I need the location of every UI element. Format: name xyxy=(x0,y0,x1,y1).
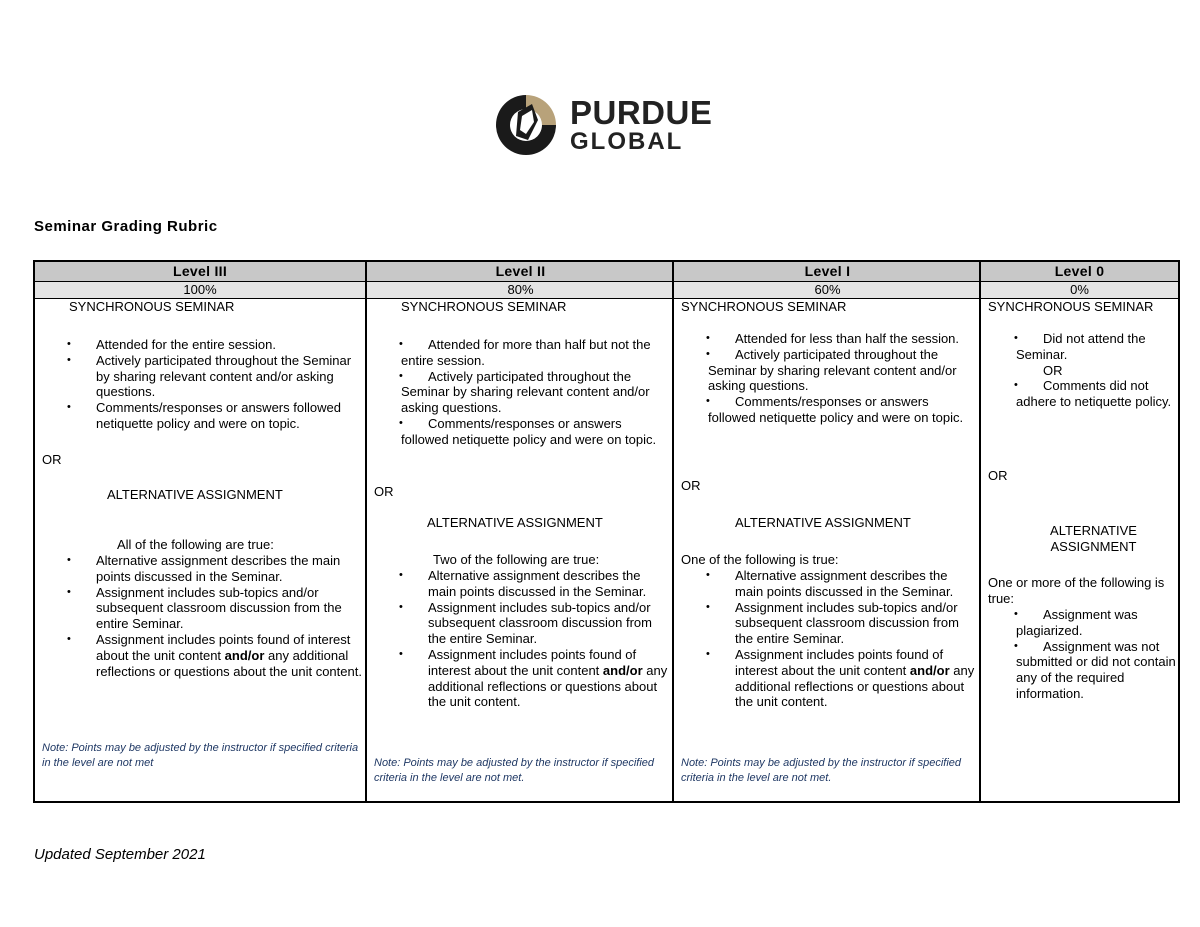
level-header: Level 0 xyxy=(981,262,1178,282)
level-percent: 80% xyxy=(367,282,674,299)
alt-heading: ALTERNATIVE ASSIGNMENT xyxy=(735,515,911,530)
alt-heading: ALTERNATIVE ASSIGNMENT xyxy=(1050,523,1137,554)
list-item: • Alternative assignment describes the main points discussed in the Seminar. xyxy=(428,568,668,600)
sync-criteria-list xyxy=(401,337,669,448)
level-percent: 0% xyxy=(981,282,1178,299)
alt-criteria-list xyxy=(96,553,362,679)
list-item: • Assignment was plagiarized. xyxy=(1016,607,1176,639)
rubric-table xyxy=(33,260,1180,803)
list-item: • Alternative assignment describes the main points discussed in the Seminar. xyxy=(735,568,975,600)
list-item: • Comments did not adhere to netiquette policy. xyxy=(1016,378,1176,410)
emphasis: and/or xyxy=(224,647,265,663)
sync-criteria-list xyxy=(708,331,976,426)
sync-criteria-list xyxy=(1016,331,1176,410)
level-header: Level I xyxy=(674,262,981,282)
alt-intro: One of the following is true: xyxy=(681,552,839,567)
alt-criteria-list xyxy=(428,568,668,710)
list-item: • Comments/responses or answers followed netiquette policy and were on topic. xyxy=(708,394,976,426)
sync-heading: SYNCHRONOUS SEMINAR xyxy=(69,299,235,314)
emphasis: and/or xyxy=(909,662,950,678)
instructor-note: Note: Points may be adjusted by the instructor if specified criteria in the level are not met. xyxy=(681,757,962,784)
or-label: OR xyxy=(988,468,1008,483)
list-item: • Assignment includes sub-topics and/or subsequent classroom discussion from the entire Seminar. xyxy=(428,600,668,647)
list-item: • Comments/responses or answers followed netiquette policy and were on topic. xyxy=(96,400,361,432)
alt-intro: Two of the following are true: xyxy=(433,552,600,567)
level-header: Level III xyxy=(35,262,365,282)
alt-heading: ALTERNATIVE ASSIGNMENT xyxy=(107,487,283,502)
alt-intro: All of the following are true: xyxy=(117,537,274,552)
sync-heading: SYNCHRONOUS SEMINAR xyxy=(681,299,847,314)
or-label: OR xyxy=(681,478,701,493)
or-label: OR xyxy=(42,452,62,467)
updated-date: Updated September 2021 xyxy=(34,846,206,863)
instructor-note: Note: Points may be adjusted by the instructor if specified criteria in the level are not met. xyxy=(374,757,655,784)
list-item: • Actively participated throughout the Seminar by sharing relevant content and/or asking questions. xyxy=(708,347,976,394)
page-title: Seminar Grading Rubric xyxy=(34,218,218,235)
purdue-global-logo xyxy=(492,90,732,160)
list-item: • Assignment includes points found of interest about the unit content and/or any additional reflections or questions about the unit content. xyxy=(96,632,362,679)
or-label: OR xyxy=(374,484,394,499)
column-level-3 xyxy=(35,262,365,801)
globe-logo-icon xyxy=(492,90,562,160)
list-item: • Actively participated throughout the Seminar by sharing relevant content and/or asking questions. xyxy=(401,369,669,416)
alt-criteria-list xyxy=(735,568,975,710)
level-percent: 100% xyxy=(35,282,365,299)
list-item: • Assignment was not submitted or did not contain any of the required information. xyxy=(1016,639,1176,702)
column-level-2 xyxy=(365,262,674,801)
column-level-0 xyxy=(979,262,1178,801)
level-header: Level II xyxy=(367,262,674,282)
alt-intro: One or more of the following is true: xyxy=(988,575,1165,606)
list-item: • Attended for more than half but not the entire session. xyxy=(401,337,669,369)
list-item: • Actively participated throughout the Seminar by sharing relevant content and/or asking questions. xyxy=(96,353,361,400)
level-percent: 60% xyxy=(674,282,981,299)
sync-heading: SYNCHRONOUS SEMINAR xyxy=(401,299,567,314)
emphasis: and/or xyxy=(602,662,643,678)
list-item: • Attended for the entire session. xyxy=(96,337,361,353)
list-item: • Did not attend the Seminar. xyxy=(1016,331,1176,363)
alt-criteria-list xyxy=(1016,607,1176,702)
list-item: • Alternative assignment describes the main points discussed in the Seminar. xyxy=(96,553,362,585)
sync-heading: SYNCHRONOUS SEMINAR xyxy=(988,299,1154,314)
sync-criteria-list xyxy=(96,337,361,432)
list-item: • Assignment includes points found of interest about the unit content and/or any additional reflections or questions about the unit content. xyxy=(428,647,668,710)
logo-text-global: GLOBAL xyxy=(570,128,684,155)
column-level-1 xyxy=(672,262,981,801)
list-item: • Attended for less than half the session. xyxy=(708,331,976,347)
instructor-note: Note: Points may be adjusted by the instructor if specified criteria in the level are not met xyxy=(42,742,359,769)
list-item: • Assignment includes sub-topics and/or subsequent classroom discussion from the entire Seminar. xyxy=(96,585,362,632)
logo-text-purdue: PURDUE xyxy=(570,94,713,131)
sync-or-label: OR xyxy=(1043,362,1063,378)
list-item: • Assignment includes points found of interest about the unit content and/or any additional reflections or questions about the unit content. xyxy=(735,647,975,710)
alt-heading: ALTERNATIVE ASSIGNMENT xyxy=(427,515,603,530)
list-item: • Comments/responses or answers followed netiquette policy and were on topic. xyxy=(401,416,669,448)
list-item: • Assignment includes sub-topics and/or subsequent classroom discussion from the entire Seminar. xyxy=(735,600,975,647)
